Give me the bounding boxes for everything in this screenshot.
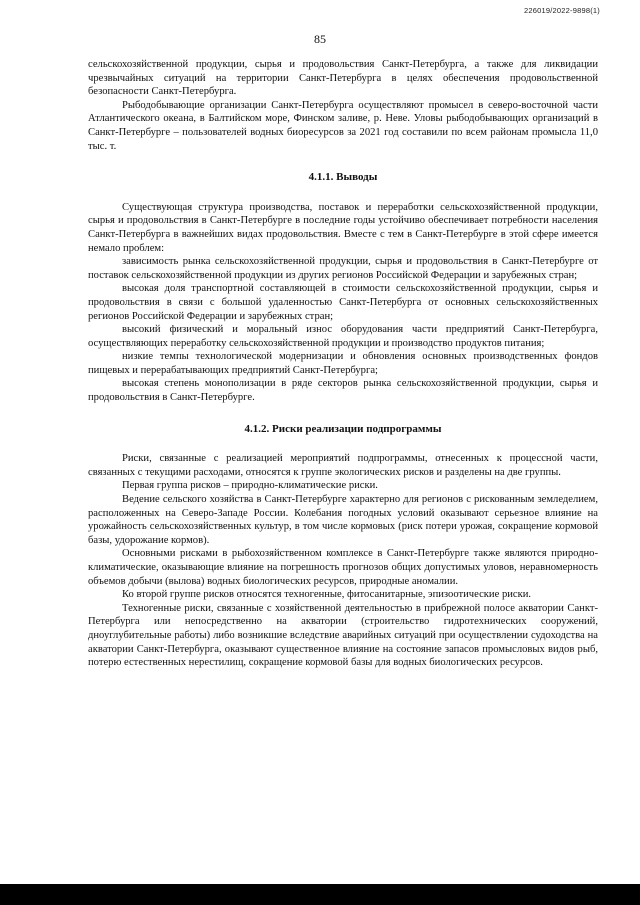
page-content xyxy=(88,58,598,670)
intro-paragraph-continued: сельскохозяйственной продукции, сырья и продовольствия Санкт-Петербурга, а также для ликвидации чрезвычайных ситуаций на территории Санкт-Петербурга в целях обеспечения продовольственной безопасности Санкт-Петербурга. xyxy=(88,59,598,98)
risks-paragraph: Ведение сельского хозяйства в Санкт-Петербурге характерно для регионов с рискованным земледелием, расположенных на Северо-Западе России. Колебания погодных условий оказывают серьезное влияние на урожайность сельскохозяйственных культур, в том числе кормовых (риск потери урожая, сокращение кормовой базы, удорожание кормов). xyxy=(88,494,598,546)
risks-paragraph: Ко второй группе рисков относятся техногенные, фитосанитарные, эпизоотические риски. xyxy=(122,589,532,601)
section-heading-risks: 4.1.2. Риски реализации подпрограммы xyxy=(244,422,442,435)
page-number: 85 xyxy=(314,32,326,46)
problem-item: высокий физический и моральный износ оборудования части предприятий Санкт-Петербурга, осуществляющих переработку сельскохозяйственной продукции и производство продуктов питания; xyxy=(88,324,598,349)
section-heading-conclusions: 4.1.1. Выводы xyxy=(308,171,378,184)
intro-paragraph-fishing: Рыбодобывающие организации Санкт-Петербурга осуществляют промысел в северо-восточной части Атлантического океана, в Балтийском море, Финском заливе, р. Неве. Уловы рыбодобывающих организаций в Санкт-Петербурге – пользователей водных биоресурсов за 2021 год составили по всем районам промысла 11,0 тыс. т. xyxy=(88,99,598,152)
risks-paragraph: Техногенные риски, связанные с хозяйственной деятельностью в прибрежной полосе акватории Санкт-Петербурга или непосредственно на акватории (строительство гидротехнических сооружений, дноуглубительные работы) либо возникшие вследствие аварийных ситуаций при осуществлении судоходства на акватории Санкт-Петербурга, оказывают существенное влияние на состояние запасов промысловых видов рыб, потерю естественных нерестилищ, сокращение кормовой базы для водных биологических ресурсов. xyxy=(88,602,598,669)
problem-item: низкие темпы технологической модернизации и обновления основных производственных фондов пищевых и перерабатывающих предприятий Санкт-Петербурга; xyxy=(88,351,598,376)
risks-paragraph: Первая группа рисков – природно-климатические риски. xyxy=(122,480,378,492)
document-id: 226019/2022-9898(1) xyxy=(524,6,600,15)
scan-bottom-bar xyxy=(0,884,640,905)
conclusions-paragraph: Существующая структура производства, поставок и переработки сельскохозяйственной продукции, сырья и продовольствия в Санкт-Петербурге в последние годы устойчиво обеспечивает потребности населения Санкт-Петербурга в важнейших видах продовольствия. Вместе с тем в Санкт-Петербурге в этой сфере имеется немало проблем: xyxy=(88,201,598,254)
problem-item: высокая степень монополизации в ряде секторов рынка сельскохозяйственной продукции, сырья и продовольствия в Санкт-Петербурге. xyxy=(88,378,598,404)
problem-item: зависимость рынка сельскохозяйственной продукции, сырья и продовольствия в Санкт-Петербурге от поставок сельскохозяйственной продукции из других регионов Российской Федерации и зарубежных стран; xyxy=(88,256,598,281)
risks-paragraph: Основными рисками в рыбохозяйственном комплексе в Санкт-Петербурге также являются природно-климатические, оказывающие влияние на погрешность прогнозов общих допустимых уловов, неравномерность объемов добычи (вылова) водных биологических ресурсов, природные аномалии. xyxy=(88,548,598,587)
problem-item: высокая доля транспортной составляющей в стоимости сельскохозяйственной продукции, сырья и продовольствия в связи с большой удаленностью Санкт-Петербурга от основных сельскохозяйственных регионов Российской Федерации и зарубежных стран; xyxy=(88,283,598,322)
risks-paragraph: Риски, связанные с реализацией мероприятий подпрограммы, отнесенных к процессной части, связанных с текущими расходами, относятся к группе экологических рисков и разделены на две группы. xyxy=(88,453,598,478)
